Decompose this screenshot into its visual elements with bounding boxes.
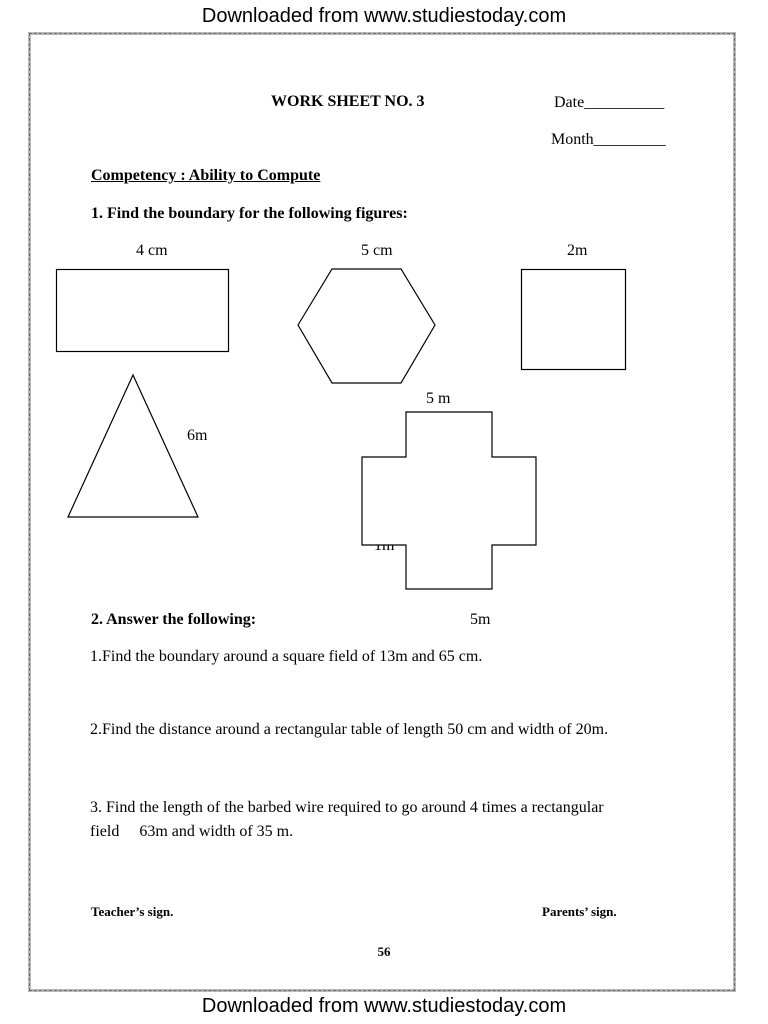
rectangle-label: 4 cm — [136, 242, 168, 259]
question-1-heading: 1. Find the boundary for the following figures: — [91, 205, 408, 222]
competency-heading: Competency : Ability to Compute — [91, 167, 321, 184]
triangle-figure — [68, 375, 198, 517]
download-banner-bottom: Downloaded from www.studiestoday.com — [201, 995, 567, 1017]
worksheet-title: WORK SHEET NO. 3 — [271, 93, 425, 110]
square-figure — [522, 270, 626, 370]
download-banner-top: Downloaded from www.studiestoday.com — [201, 5, 567, 27]
square-label: 2m — [567, 242, 588, 259]
triangle-label: 6m — [187, 427, 208, 444]
parents-sign: Parents’ sign. — [542, 904, 617, 919]
cross-top-label: 5 m — [426, 390, 451, 407]
hexagon-figure — [298, 269, 435, 383]
cross-figure — [362, 412, 536, 589]
hexagon-label: 5 cm — [361, 242, 393, 259]
question-2-heading: 2. Answer the following: — [91, 611, 257, 628]
question-2-item-3-line-2: field 63m and width of 35 m. — [90, 823, 294, 840]
question-2-item-1: 1.Find the boundary around a square field of 13m and 65 cm. — [90, 648, 483, 665]
page-number: 56 — [377, 944, 391, 959]
date-field: Date__________ — [554, 94, 665, 111]
question-2-item-3-line-1: 3. Find the length of the barbed wire required to go around 4 times a rectangular — [90, 799, 604, 816]
teacher-sign: Teacher’s sign. — [91, 904, 174, 919]
question-2-item-3 — [90, 796, 604, 844]
rectangle-figure — [57, 270, 229, 352]
cross-bottom-label: 5m — [470, 611, 491, 628]
question-2-item-2: 2.Find the distance around a rectangular table of length 50 cm and width of 20m. — [90, 721, 609, 738]
month-field: Month_________ — [551, 131, 666, 148]
